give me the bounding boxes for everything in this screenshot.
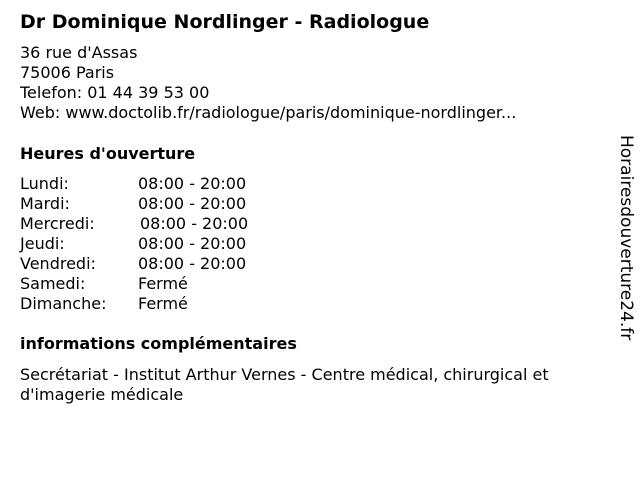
watermark-container [612,135,636,345]
time-value: 08:00 - 20:00 [138,194,247,213]
address-block [20,43,516,123]
hours-row-tuesday [20,194,320,214]
opening-hours-heading: Heures d'ouverture [20,144,196,163]
additional-info-heading: informations complémentaires [20,334,297,353]
page-title: Dr Dominique Nordlinger - Radiologue [20,11,430,33]
hours-row-sunday [20,294,320,314]
day-label: Lundi: [20,174,69,193]
hours-row-monday [20,174,320,194]
day-label: Mercredi: [20,214,95,233]
phone-number: Telefon: 01 44 39 53 00 [20,83,210,102]
day-label: Vendredi: [20,254,96,273]
website-link[interactable]: Web: www.doctolib.fr/radiologue/paris/dominique-nordlinger... [20,103,517,122]
day-label: Samedi: [20,274,86,293]
time-value: 08:00 - 20:00 [138,234,247,253]
day-label: Jeudi: [20,234,65,253]
opening-hours-table [20,174,320,314]
day-label: Mardi: [20,194,70,213]
time-value: Fermé [138,294,188,313]
time-value: 08:00 - 20:00 [138,174,247,193]
hours-row-friday [20,254,320,274]
additional-info-text: Secrétariat - Institut Arthur Vernes - Centre médical, chirurgical et d'imagerie médicale [20,365,549,404]
city-postal: 75006 Paris [20,63,115,82]
day-label: Dimanche: [20,294,107,313]
time-value: 08:00 - 20:00 [140,214,249,233]
site-watermark: Horairesdouverture24.fr [616,135,636,341]
hours-row-saturday [20,274,320,294]
hours-row-wednesday [20,214,320,234]
street-address: 36 rue d'Assas [20,43,138,62]
time-value: 08:00 - 20:00 [138,254,247,273]
hours-row-thursday [20,234,320,254]
time-value: Fermé [138,274,188,293]
